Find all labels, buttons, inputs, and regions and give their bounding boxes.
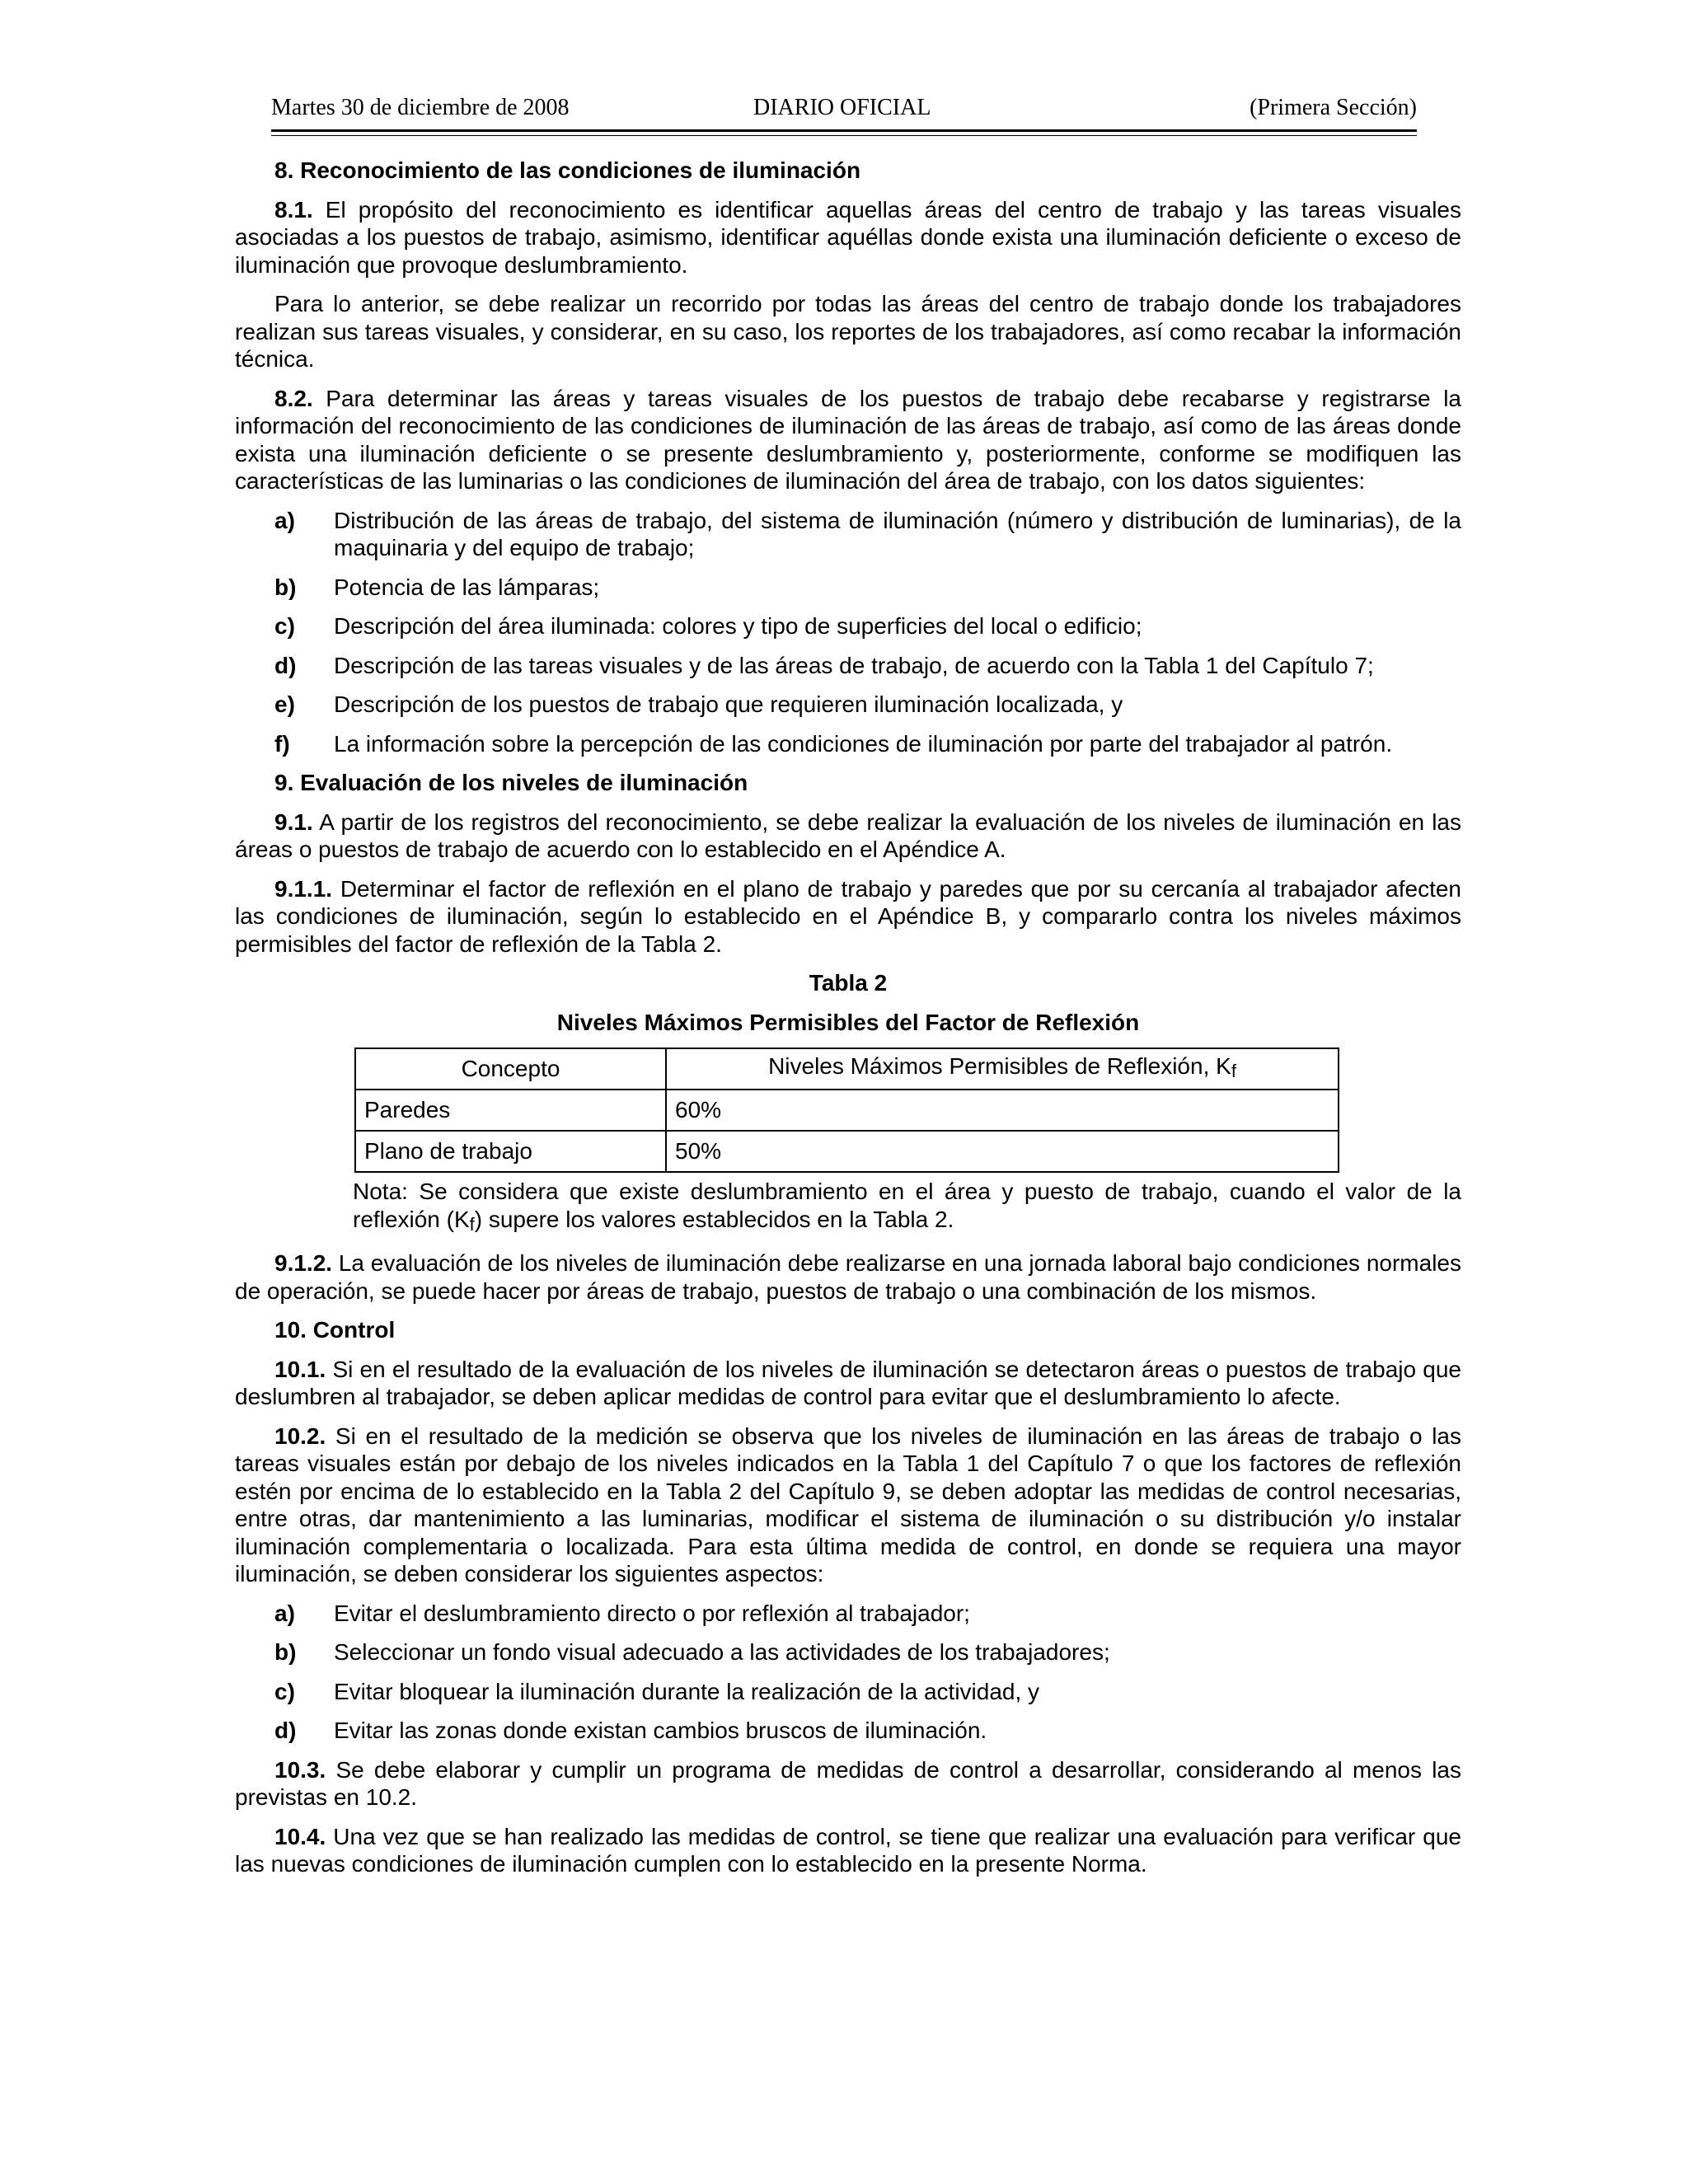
list-item-text: Evitar el deslumbramiento directo o por reflexión al trabajador; [334,1600,970,1626]
list-item-text: Evitar las zonas donde existan cambios bruscos de iluminación. [334,1718,987,1743]
paragraph-text: Si en el resultado de la medición se observa que los niveles de iluminación en las áreas de trabajo o las tareas visuales están por debajo de los niveles indicados en la Tabla 1 del Capítulo 7 o que los factores de reflexión estén por encima de lo establecido en la Tabla 2 del Capítulo 9, se deben adoptar las medidas de control necesarias, entre otras, dar mantenimiento a las luminarias, modificar el sistema de iluminación o su distribución y/o instalar iluminación complementaria o localizada. Para esta última medida de control, en donde se requiera una mayor iluminación, se deben considerar los siguientes aspectos: [235,1422,1461,1586]
header-section: (Primera Sección) [1250,95,1417,120]
table-note [353,1178,1461,1238]
paragraph-text: Se debe elaborar y cumplir un programa de medidas de control a desarrollar, considerando al menos las previstas en 10.2. [235,1756,1461,1810]
paragraph-9-1-1 [235,875,1461,958]
list-item-text: Seleccionar un fondo visual adecuado a las actividades de los trabajadores; [334,1639,1110,1665]
list-item-label: b) [274,1639,297,1665]
table-cell: 60% [666,1090,1339,1131]
page-header [271,95,1417,124]
list-item-label: a) [274,1600,295,1626]
table-row [355,1131,1339,1172]
paragraph-text: La evaluación de los niveles de iluminación debe realizarse en una jornada laboral bajo condiciones normales de operación, se puede hacer por áreas de trabajo, puestos de trabajo o una combinación de los mismos. [235,1250,1461,1304]
header-text: Niveles Máximos Permisibles de Reflexión, K [768,1053,1231,1080]
document-body [235,157,1461,1890]
section-10-title: 10. Control [274,1317,396,1343]
paragraph-number: 10.3. [274,1756,326,1783]
paragraph-text: Una vez que se han realizado las medidas de control, se tiene que realizar una evaluación para verificar que las nuevas condiciones de iluminación cumplen con lo establecido en la presente Norma. [235,1823,1461,1877]
header-publication: DIARIO OFICIAL [753,95,931,120]
paragraph-9-1-2 [235,1249,1461,1305]
list-item-label: c) [274,613,295,639]
paragraph-text: Determinar el factor de reflexión en el plano de trabajo y paredes que por su cercanía al trabajador afecten las condiciones de iluminación, según lo establecido en el Apéndice B, y compararlo contra los niveles máximos permisibles del factor de reflexión de la Tabla 2. [235,875,1461,957]
note-text: Nota: Se considera que existe deslumbramiento en el área y puesto de trabajo, cuando el valor de la reflexión (K [353,1179,1461,1232]
paragraph-number: 9.1.1. [274,875,333,902]
paragraph-8-1-b: Para lo anterior, se debe realizar un recorrido por todas las áreas del centro de trabajo donde los trabajadores realizan sus tareas visuales, y considerar, en su caso, los reportes de los trabajadores, así como recabar la información técnica. [235,291,1461,372]
list-item [274,1678,1461,1706]
list-item [274,1717,1461,1745]
list-item [274,1600,1461,1628]
table-header-cell [666,1048,1339,1090]
paragraph-text: A partir de los registros del reconocimiento, se debe realizar la evaluación de los niveles de iluminación en las áreas o puestos de trabajo de acuerdo con lo establecido en el Apéndice A. [235,808,1461,862]
table-title: Niveles Máximos Permisibles del Factor de Reflexión [556,1009,1140,1035]
list-item [274,612,1461,640]
paragraph-number: 10.4. [274,1823,326,1849]
paragraph-10-3 [235,1756,1461,1811]
list-item-text: Descripción de las tareas visuales y de las áreas de trabajo, de acuerdo con la Tabla 1 del Capítulo 7; [334,652,1374,678]
paragraph-number: 10.2. [274,1422,326,1449]
section-8-title: 8. Reconocimiento de las condiciones de iluminación [274,157,861,183]
list-item [274,574,1461,602]
list-item [274,507,1461,562]
list-item-label: a) [274,507,295,533]
paragraph-number: 8.2. [274,385,313,411]
table-label: Tabla 2 [809,970,888,996]
table-cell: Plano de trabajo [355,1131,666,1172]
paragraph-text: Para determinar las áreas y tareas visuales de los puestos de trabajo debe recabarse y registrarse la información del reconocimiento de las condiciones de iluminación de las áreas de trabajo, así como de las áreas donde exista una iluminación deficiente o se presente deslumbramiento y, posteriormente, conforme se modifiquen las características de las luminarias o las condiciones de iluminación del área de trabajo, con los datos siguientes: [235,385,1461,494]
note-text: ) supere los valores establecidos en la Tabla 2. [474,1206,954,1232]
paragraph-10-1 [235,1356,1461,1411]
list-item [274,652,1461,680]
paragraph-number: 10.1. [274,1356,326,1382]
list-item-text: Potencia de las lámparas; [334,574,600,600]
list-item-label: d) [274,652,297,678]
paragraph-text: Si en el resultado de la evaluación de los niveles de iluminación se detectaron áreas o puestos de trabajo que deslumbren al trabajador, se deben aplicar medidas de control para evitar que el deslumbramiento lo afecte. [235,1356,1461,1409]
table-row [355,1090,1339,1131]
list-item-label: c) [274,1678,295,1704]
reflection-table [354,1047,1339,1173]
list-item-text: Distribución de las áreas de trabajo, del sistema de iluminación (número y distribución de luminarias), de la maquinaria y del equipo de trabajo; [334,507,1461,560]
paragraph-number: 8.1. [274,196,313,223]
paragraph-10-4 [235,1823,1461,1878]
paragraph-number: 9.1. [274,808,313,835]
paragraph-8-2 [235,385,1461,495]
paragraph-text: El propósito del reconocimiento es identificar aquellas áreas del centro de trabajo y las tareas visuales asociadas a los puestos de trabajo, asimismo, identificar aquéllas donde exista una iluminación deficiente o exceso de iluminación que provoque deslumbramiento. [235,196,1461,278]
list-item-text: La información sobre la percepción de las condiciones de iluminación por parte del trabajador al patrón. [334,730,1393,757]
table-cell: 50% [666,1131,1339,1172]
paragraph-10-2 [235,1422,1461,1588]
table-header-row [355,1048,1339,1090]
subscript: f [469,1213,475,1235]
list-item-label: f) [274,730,290,757]
table-header-cell: Concepto [355,1048,666,1090]
list-item [274,1638,1461,1666]
header-rule-thin [271,135,1417,136]
paragraph-8-1 [235,196,1461,279]
paragraph-9-1 [235,808,1461,864]
list-item-label: e) [274,691,295,717]
section-9-title: 9. Evaluación de los niveles de iluminación [274,770,748,795]
list-item-text: Descripción del área iluminada: colores y tipo de superficies del local o edificio; [334,613,1142,639]
list-item [274,730,1461,758]
list-item-label: d) [274,1718,297,1743]
paragraph-number: 9.1.2. [274,1250,333,1276]
header-date: Martes 30 de diciembre de 2008 [271,95,570,120]
list-item-label: b) [274,574,297,600]
list-item-text: Evitar bloquear la iluminación durante la realización de la actividad, y [334,1678,1040,1704]
table-cell: Paredes [355,1090,666,1131]
subscript: f [1231,1061,1236,1082]
header-rule-thick [271,129,1417,132]
list-item [274,691,1461,719]
list-item-text: Descripción de los puestos de trabajo que requieren iluminación localizada, y [334,691,1123,717]
